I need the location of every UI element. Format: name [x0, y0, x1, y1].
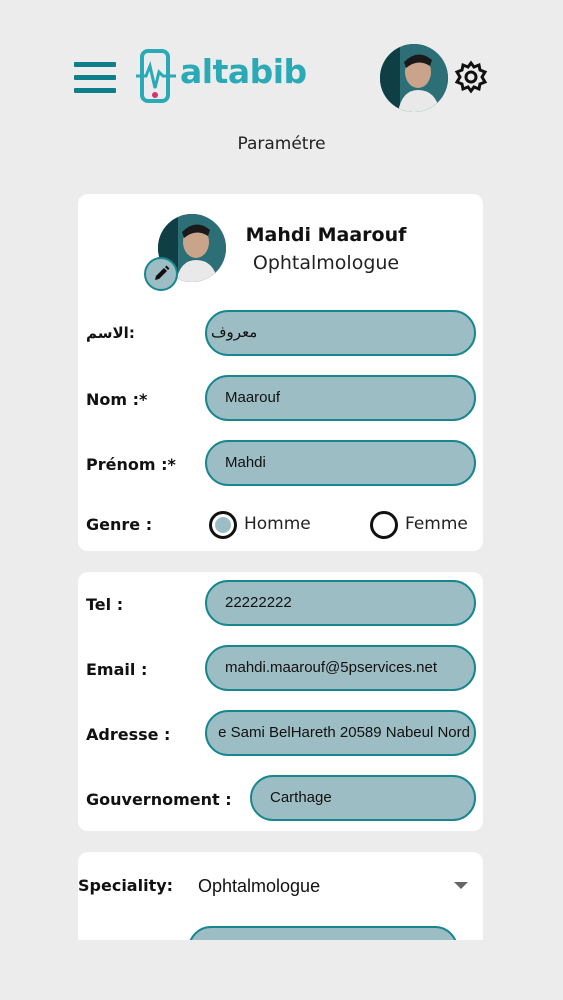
genre-femme-label: Femme — [405, 514, 468, 534]
arabic-name-label: الاسم: — [86, 324, 135, 342]
pencil-icon — [146, 259, 176, 289]
hamburger-menu-icon[interactable] — [74, 62, 116, 94]
tel-field[interactable]: 22222222 — [205, 580, 476, 626]
prenom-field[interactable]: Mahdi — [205, 440, 476, 486]
app-logo — [136, 48, 307, 106]
tel-label: Tel : — [86, 595, 124, 614]
stethoscope-phone-icon — [136, 48, 176, 106]
profile-name: Mahdi Maarouf — [245, 224, 407, 246]
genre-homme-label: Homme — [244, 514, 311, 534]
page-title: Paramétre — [237, 134, 326, 154]
email-label: Email : — [86, 660, 148, 679]
genre-femme-radio[interactable] — [370, 511, 398, 539]
prenom-label: Prénom :* — [86, 455, 176, 474]
email-field[interactable]: mahdi.maarouf@5pservices.net — [205, 645, 476, 691]
speciality-label: Speciality: — [78, 876, 174, 895]
bottom-area — [0, 940, 563, 1000]
edit-avatar-button[interactable] — [144, 257, 178, 291]
genre-label: Genre : — [86, 515, 153, 534]
brand-name: altabib — [180, 52, 307, 91]
profile-role: Ophtalmologue — [252, 252, 400, 274]
adresse-value: e Sami BelHareth 20589 Nabeul Nord — [218, 724, 470, 741]
identity-card — [78, 194, 483, 551]
speciality-dropdown[interactable] — [190, 866, 480, 906]
gear-icon[interactable] — [454, 60, 488, 94]
nom-field[interactable]: Maarouf — [205, 375, 476, 421]
avatar[interactable] — [380, 44, 448, 112]
caret-down-icon — [454, 882, 468, 889]
genre-homme-radio[interactable] — [209, 511, 237, 539]
gouvernoment-field[interactable]: Carthage — [250, 775, 476, 821]
arabic-name-field[interactable]: معروف — [205, 310, 476, 356]
adresse-field[interactable] — [205, 710, 476, 756]
adresse-label: Adresse : — [86, 725, 171, 744]
nom-label: Nom :* — [86, 390, 148, 409]
speciality-value: Ophtalmologue — [198, 876, 321, 896]
gouvernoment-label: Gouvernoment : — [86, 790, 232, 809]
